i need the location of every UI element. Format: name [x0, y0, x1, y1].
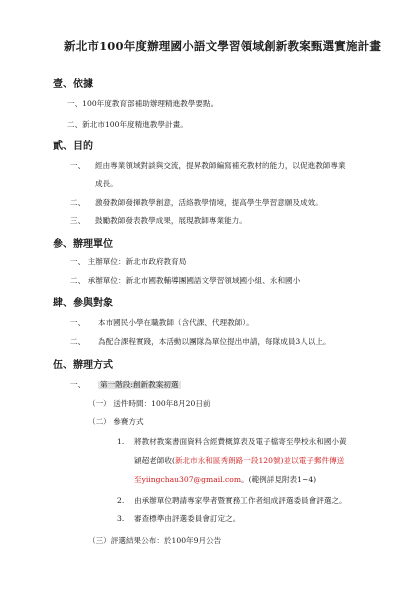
s3-item-1: 一、 主辦單位：新北市政府教育局 — [70, 257, 187, 266]
s5-point-3-num: 3. — [117, 514, 125, 523]
section-4-heading: 肆、參與對象 — [53, 298, 113, 309]
s2-item-1-num: 一、 — [70, 161, 86, 170]
s5-sub-3: （三）評選結果公布：於100年9月公告 — [88, 536, 222, 545]
s5-point-1-line-2-text: 穎超老師收( — [134, 456, 175, 465]
section-5-heading: 伍、辦理方式 — [53, 360, 113, 371]
s4-item-1-text: 本市國民小學在職教師（含代課、代理教師）。 — [98, 318, 254, 327]
s4-item-2-num: 二、 — [70, 337, 86, 346]
s5-point-1-num: 1. — [117, 437, 125, 446]
section-3-heading: 參、辦理單位 — [53, 239, 113, 250]
s2-item-3-num: 三、 — [70, 216, 86, 225]
document-title: 新北市100年度辦理國小語文學習領域創新教案甄選實施計畫 — [64, 39, 382, 53]
s2-item-3-text: 鼓勵教師發表教學成果，展現教師專業能力。 — [95, 216, 247, 225]
section-2-heading: 貳、目的 — [53, 141, 93, 152]
s5-sub-1: （一） 送件時間：100年8月20日前 — [88, 399, 211, 408]
s4-item-1-num: 一、 — [70, 318, 86, 327]
s5-point-1-line-2 — [134, 457, 344, 465]
s3-item-2: 二、 承辦單位：新北市國教輔導團國語文學習領域國小組、永和國小 — [70, 276, 301, 285]
s5-stage-1-label: 第一階段:創新教案初選 — [100, 380, 179, 389]
s1-item-1: 一、100年度教育部補助辦理精進教學要點。 — [67, 99, 219, 108]
s5-point-2-text: 由承辦單位聘請專家學者暨實務工作者組成評選委員會評選之。 — [134, 496, 347, 505]
s5-point-1-email-link[interactable]: 至yiingchau307@gmail.com — [134, 475, 242, 484]
s2-item-2-num: 二、 — [70, 198, 86, 207]
s2-item-1-text: 經由專業領域對談與交流，提昇教師編寫補充教材的能力，以促進教師專業 — [95, 161, 346, 170]
s5-point-2-num: 2. — [117, 496, 125, 505]
s5-sub-2: （二） 參賽方式 — [88, 417, 144, 426]
s5-item-1-num: 一、 — [70, 380, 86, 389]
s5-point-1-address: 新北市永和區秀朗路一段120號)並以電子郵件傳送 — [174, 456, 345, 465]
section-1-heading: 壹、依據 — [53, 79, 93, 90]
s4-item-2-text: 為配合課程實踐，本活動以團隊為單位提出申請，每隊成員3人以上。 — [98, 337, 331, 346]
s5-point-1-line-3-rest: 。(範例詳見附表1~4) — [241, 475, 317, 484]
s5-point-3-text: 審查標準由評選委員會訂定之。 — [134, 514, 241, 523]
s2-item-1-cont: 成長。 — [95, 179, 118, 188]
s5-point-1-line-3 — [134, 476, 316, 484]
s1-item-2: 二、新北市100年度精進教學計畫。 — [67, 120, 188, 129]
s5-point-1-line-1: 將教材教案書面資料含經費概算表及電子檔寄至學校永和國小黃 — [134, 437, 347, 446]
s2-item-2-text: 激發教師發揮教學創意，活絡教學情境，提高學生學習意願及成效。 — [95, 198, 323, 207]
